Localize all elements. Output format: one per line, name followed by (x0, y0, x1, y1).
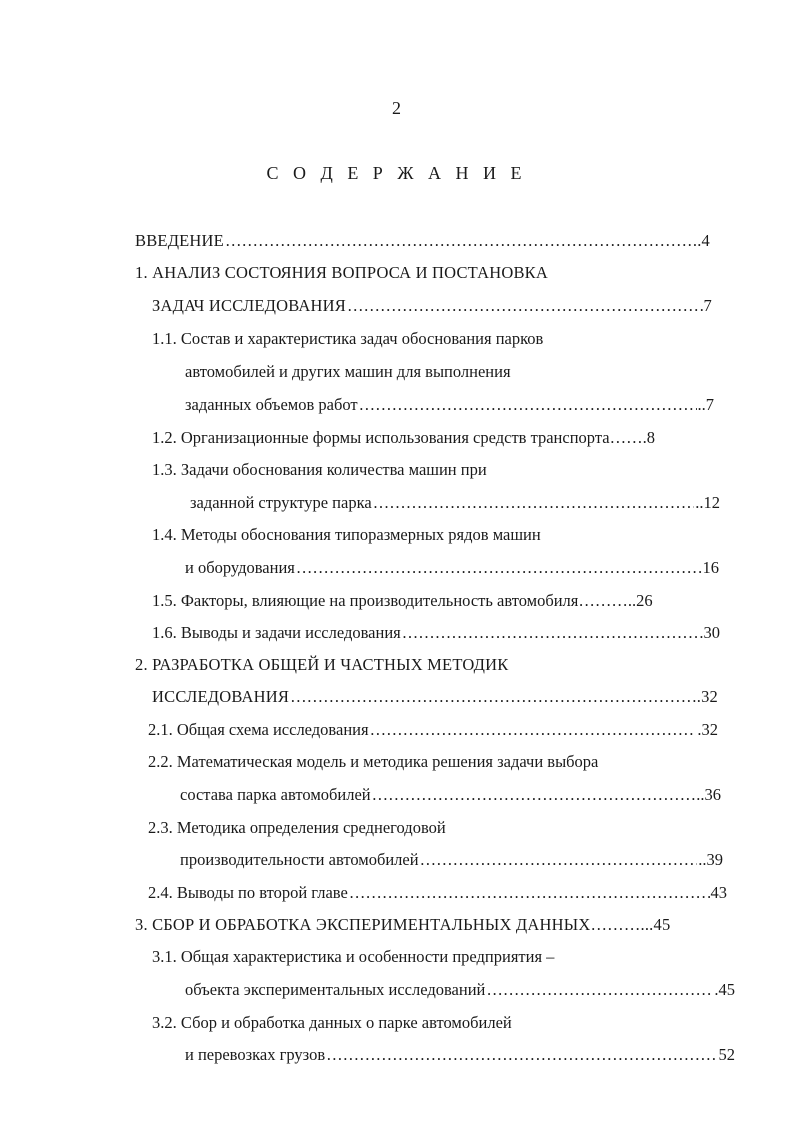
toc-page-ref: 43 (710, 883, 727, 902)
toc-page-ref: 7 (703, 296, 712, 315)
toc-section-2-2-line-2[interactable]: состава парка автомобилей ……………………………………………………………………………………………………………………………………………… ..36 (180, 785, 721, 805)
toc-section-1-5[interactable]: 1.5. Факторы, влияющие на производительность автомобиля ………..26 (152, 591, 653, 610)
toc-chapter-3[interactable]: 3. СБОР И ОБРАБОТКА ЭКСПЕРИМЕНТАЛЬНЫХ ДАННЫХ ………...45 (135, 915, 671, 934)
toc-page-ref: .32 (697, 720, 718, 739)
dot-leader (326, 1045, 717, 1065)
toc-page-ref: ………...45 (590, 915, 671, 934)
toc-section-3-2-line-1[interactable]: 3.2. Сбор и обработка данных о парке автомобилей (152, 1013, 512, 1032)
toc-page-ref: .32 (696, 687, 718, 706)
toc-title: С О Д Е Р Ж А Н И Е (266, 163, 527, 183)
toc-section-3-2-line-2[interactable]: и перевозках грузов ……………………………………………………………………………………………………………………………………………… 52 (185, 1045, 735, 1065)
dot-leader (370, 720, 697, 740)
toc-chapter-1-line-1[interactable]: 1. АНАЛИЗ СОСТОЯНИЯ ВОПРОСА И ПОСТАНОВКА (135, 263, 548, 282)
toc-page-ref: ..39 (698, 850, 723, 869)
toc-page-ref: ..4 (692, 231, 710, 250)
toc-page-ref: .45 (714, 980, 735, 999)
toc-page-ref: 52 (718, 1045, 735, 1064)
toc-section-1-3-line-1[interactable]: 1.3. Задачи обоснования количества машин при (152, 460, 487, 479)
dot-leader (296, 558, 702, 578)
toc-page-ref: ..36 (696, 785, 721, 804)
dot-leader (373, 493, 695, 513)
dot-leader (402, 623, 699, 643)
toc-section-2-3-line-1[interactable]: 2.3. Методика определения среднегодовой (148, 818, 446, 837)
dot-leader (420, 850, 698, 870)
toc-section-2-2-line-1[interactable]: 2.2. Математическая модель и методика решения задачи выбора (148, 752, 599, 771)
toc-section-2-3-line-2[interactable]: производительности автомобилей ……………………………………………………………………………………………………………………………………………… ..39 (180, 850, 723, 870)
toc-section-1-1-line-1[interactable]: 1.1. Состав и характеристика задач обоснования парков (152, 329, 544, 348)
toc-page-ref: .30 (699, 623, 720, 642)
toc-page-ref: ..12 (695, 493, 720, 512)
toc-page-ref: ..7 (697, 395, 714, 414)
toc-page-ref: 16 (702, 558, 719, 577)
toc-page-ref: ………..26 (578, 591, 653, 610)
toc-page-ref: …….8 (609, 428, 655, 447)
toc-chapter-2-line-2[interactable]: ИССЛЕДОВАНИЯ ……………………………………………………………………………………………………………………………………………… .32 (152, 687, 718, 707)
toc-section-3-1-line-2[interactable]: объекта экспериментальных исследований ……………………………………………………………………………………………………………………………………………… .45 (185, 980, 735, 1000)
dot-leader (349, 883, 710, 903)
toc-section-1-3-line-2[interactable]: заданной структуре парка ……………………………………………………………………………………………………………………………………………… ..12 (190, 493, 720, 513)
toc-section-3-1-line-1[interactable]: 3.1. Общая характеристика и особенности предприятия – (152, 947, 555, 966)
toc-section-1-4-line-1[interactable]: 1.4. Методы обоснования типоразмерных рядов машин (152, 525, 541, 544)
toc-section-1-6[interactable]: 1.6. Выводы и задачи исследования ……………………………………………………………………………………………………………………………………………… .30 (152, 623, 720, 643)
toc-section-1-2[interactable]: 1.2. Организационные формы использования средств транспорта …….8 (152, 428, 655, 447)
toc-entry-intro[interactable] (135, 231, 710, 251)
toc-section-1-1-line-3[interactable]: заданных объемов работ ……………………………………………………………………………………………………………………………………………… ..7 (185, 395, 714, 415)
toc-chapter-2-line-1[interactable]: 2. РАЗРАБОТКА ОБЩЕЙ И ЧАСТНЫХ МЕТОДИК (135, 655, 509, 674)
toc-section-2-1[interactable]: 2.1. Общая схема исследования ……………………………………………………………………………………………………………………………………………… .32 (148, 720, 718, 740)
dot-leader (225, 231, 692, 251)
toc-section-1-1-line-2: автомобилей и других машин для выполнения (185, 362, 511, 381)
toc-section-2-4[interactable]: 2.4. Выводы по второй главе ……………………………………………………………………………………………………………………………………………… 43 (148, 883, 727, 903)
toc-chapter-1-line-2[interactable]: ЗАДАЧ ИССЛЕДОВАНИЯ ……………………………………………………………………………………………………………………………………………… 7 (152, 296, 712, 316)
page-number: 2 (392, 98, 401, 118)
toc-entry-text: ВВЕДЕНИЕ (135, 231, 224, 250)
dot-leader (486, 980, 713, 1000)
dot-leader (359, 395, 697, 415)
dot-leader (372, 785, 696, 805)
dot-leader (290, 687, 696, 707)
dot-leader (347, 296, 703, 316)
toc-section-1-4-line-2[interactable]: и оборудования ……………………………………………………………………………………………………………………………………………… 16 (185, 558, 719, 578)
